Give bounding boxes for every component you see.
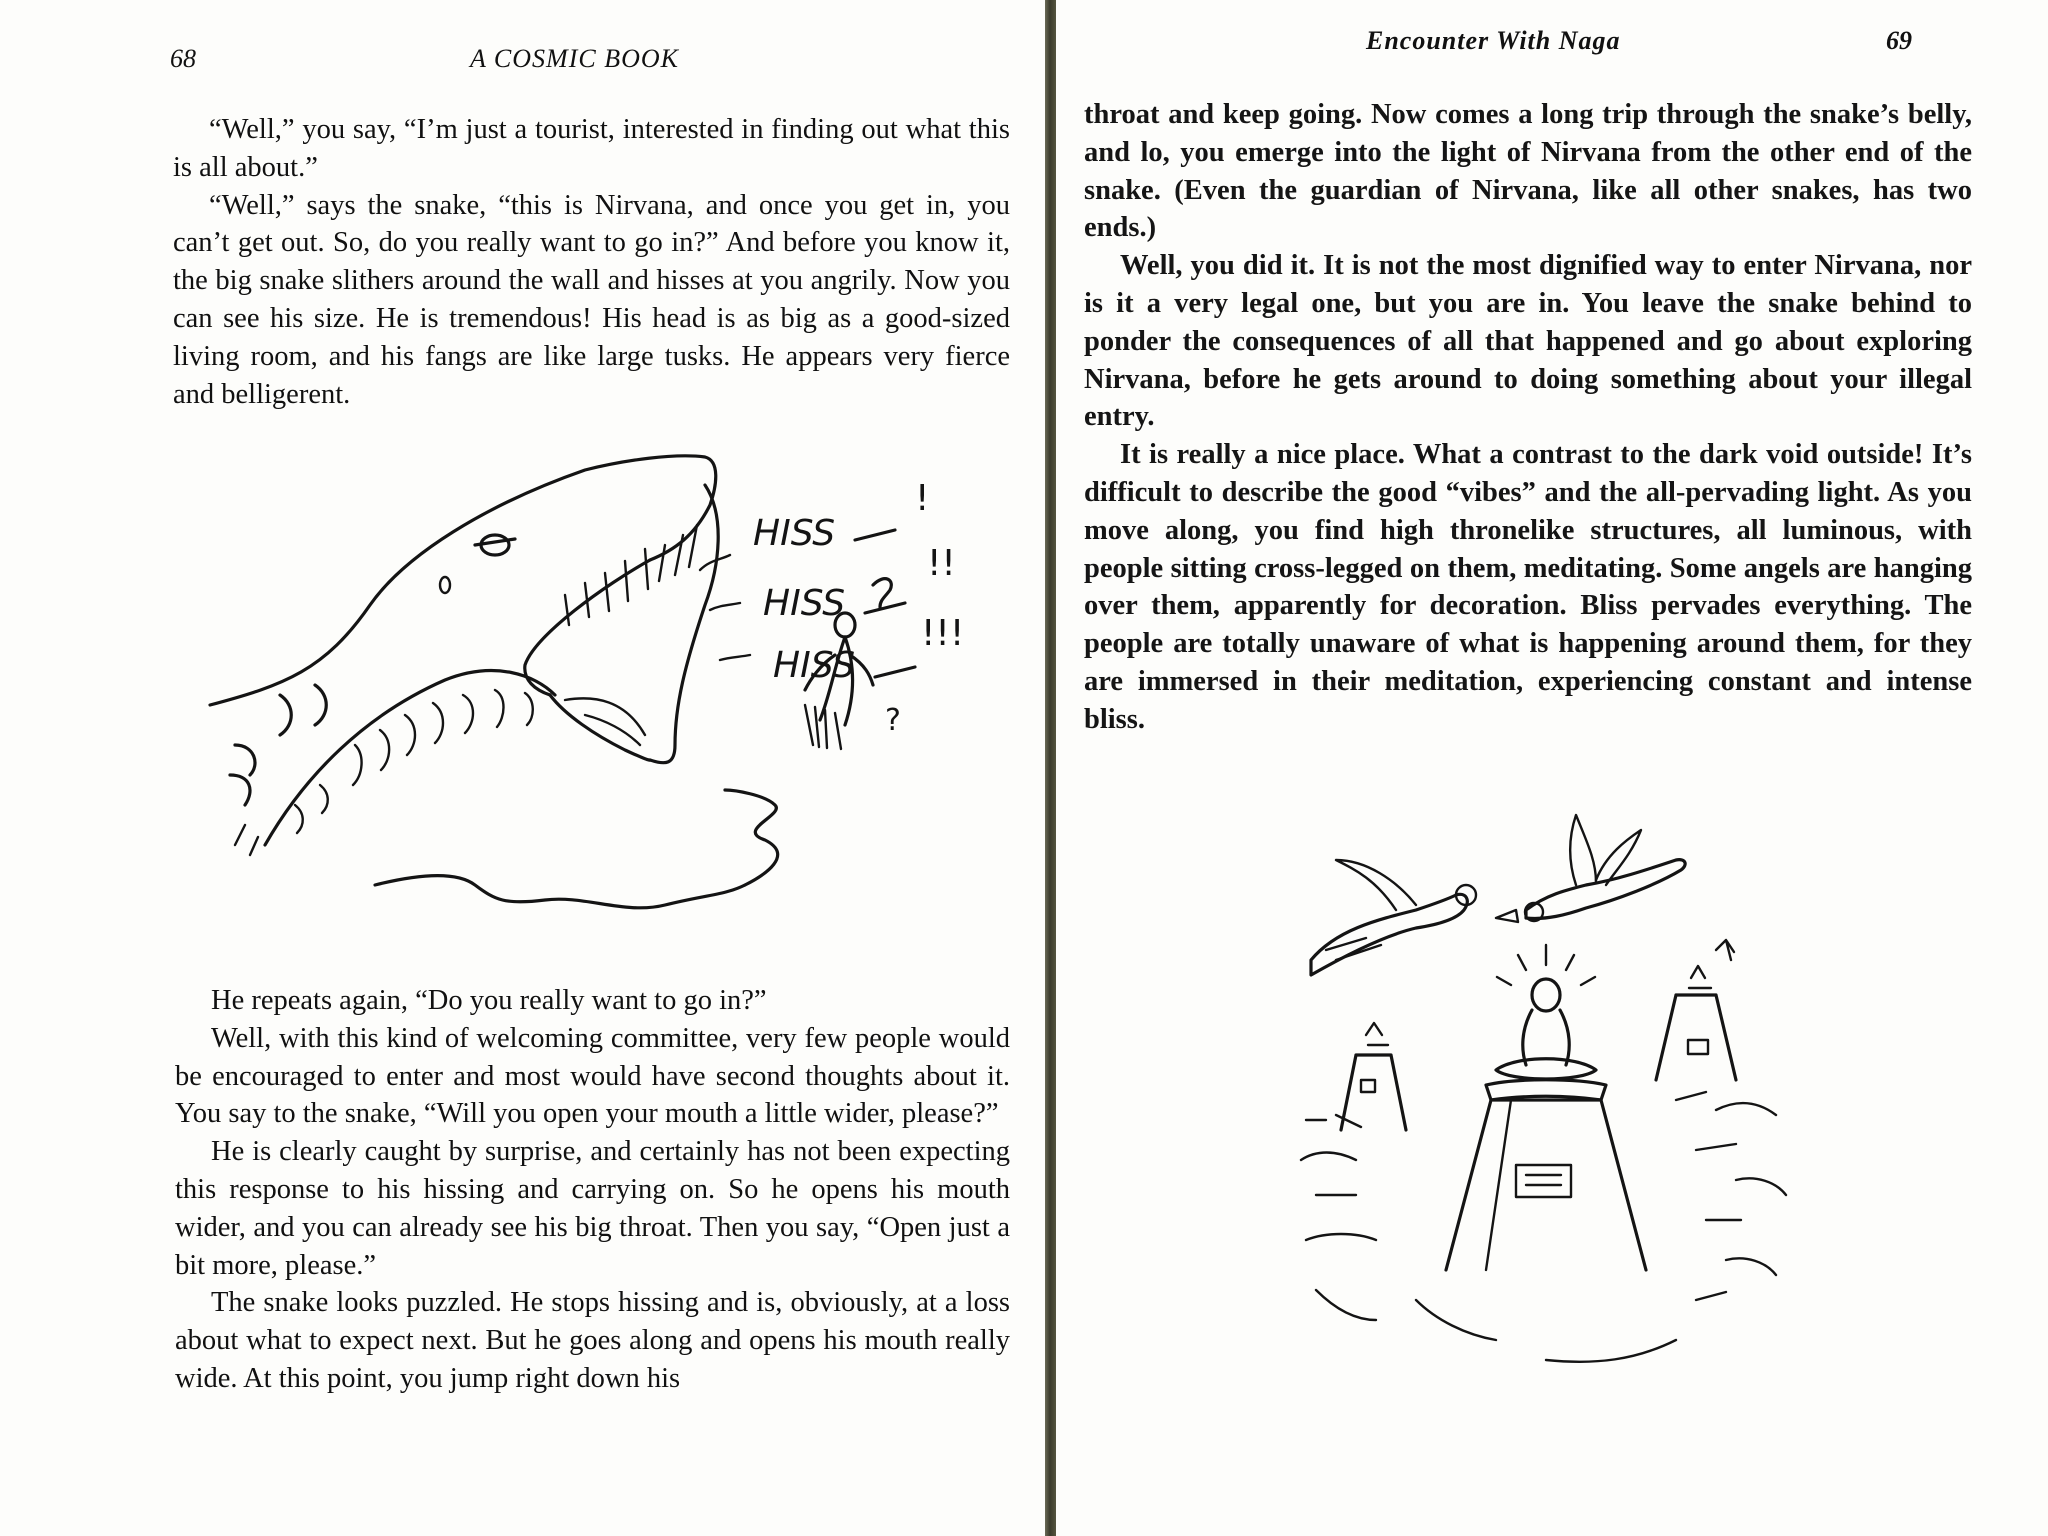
hiss-word: HISS <box>753 513 836 554</box>
paragraph: He repeats again, “Do you really want to go in?” <box>211 985 767 1016</box>
snake-hissing-drawing-icon <box>205 445 975 935</box>
nirvana-meditators-angels-drawing-icon <box>1296 800 1796 1390</box>
left-text-top <box>173 111 1010 413</box>
right-page-number: 69 <box>1886 26 1912 55</box>
snake-illustration <box>205 445 975 935</box>
exclamation-mark: !! <box>927 543 956 584</box>
paragraph: throat and keep going. Now comes a long trip through the snake’s belly, and lo, you emerge into the light of Nirvana from the other end of the snake. (Even the guardian of Nirvana, like all other snakes, has two ends.) <box>1084 99 1972 244</box>
left-running-head: A COSMIC BOOK <box>470 44 679 73</box>
paragraph: Well, with this kind of welcoming committee, very few people would be encouraged to enter and most would have second thoughts about it. You say to the snake, “Will you open your mouth a little wider, please?” <box>175 1022 1010 1130</box>
paragraph: “Well,” you say, “I’m just a tourist, interested in finding out what this is all about.” <box>173 114 1010 183</box>
right-running-head: Encounter With Naga <box>1366 26 1621 55</box>
exclamation-mark: !!! <box>921 613 965 654</box>
paragraph: The snake looks puzzled. He stops hissing and is, obviously, at a loss about what to expect next. But he goes along and opens his mouth really wide. At this point, you jump right down his <box>175 1287 1010 1394</box>
nirvana-illustration <box>1296 800 1796 1390</box>
paragraph: Well, you did it. It is not the most dignified way to enter Nirvana, nor is it a very legal one, but you are in. You leave the snake behind to ponder the consequences of all that happened and go about exploring Nirvana, before he gets around to doing something about your illegal entry. <box>1084 250 1972 433</box>
paragraph: It is really a nice place. What a contrast to the dark void outside! It’s difficult to describe the good “vibes” and the all-pervading light. As you move along, you find high thronelike structures, all luminous, with people sitting cross-legged on them, meditating. Some angels are hanging over them, apparently for decoration. Bliss pervades everything. The people are totally unaware of what is happening around them, for they are immersed in their meditation, experiencing constant and intense bliss. <box>1084 439 1972 735</box>
question-mark: ? <box>885 703 901 738</box>
left-page-number: 68 <box>170 44 196 73</box>
book-gutter <box>1045 0 1056 1536</box>
hiss-word: HISS <box>773 645 856 686</box>
exclamation-mark: ! <box>915 478 930 519</box>
paragraph: He is clearly caught by surprise, and certainly has not been expecting this response to his hissing and carrying on. So he opens his mouth wider, and you can already see his big throat. Then you say, “Open just a bit more, please.” <box>175 1136 1010 1281</box>
paragraph: “Well,” says the snake, “this is Nirvana, and once you get in, you can’t get out. So, do you really want to go in?” And before you know it, the big snake slithers around the wall and hisses at you angrily. Now you can see his size. He is tremendous! His head is as big as a good-sized living room, and his fangs are like large tusks. He appears very fierce and belligerent. <box>173 189 1010 410</box>
right-text <box>1084 96 1972 739</box>
hiss-word: HISS <box>763 583 846 624</box>
left-text-bottom <box>175 982 1010 1398</box>
right-page <box>1056 0 2048 1536</box>
